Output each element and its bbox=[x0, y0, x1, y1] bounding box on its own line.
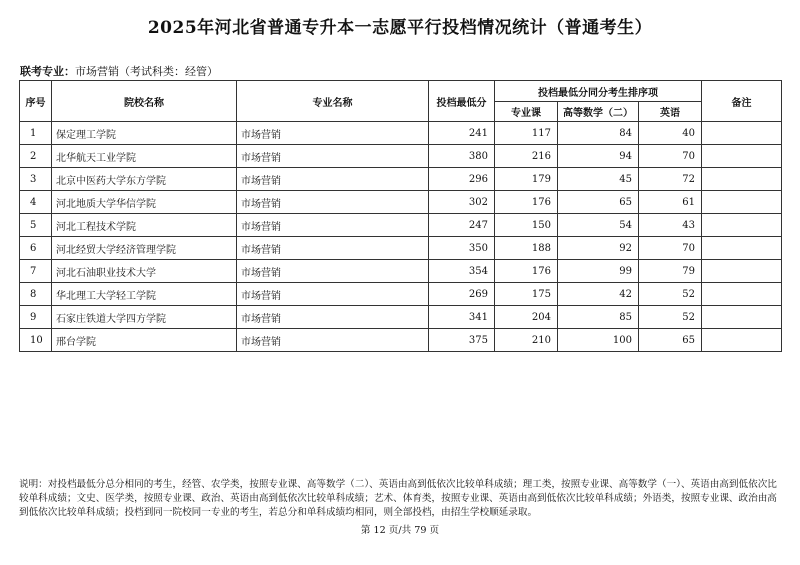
cell-major-course: 179 bbox=[495, 168, 558, 191]
cell-major-course: 117 bbox=[495, 122, 558, 145]
cell-math: 100 bbox=[558, 329, 639, 352]
cell-english: 43 bbox=[639, 214, 702, 237]
table-row bbox=[20, 145, 782, 168]
cell-min-score: 350 bbox=[429, 237, 495, 260]
cell-remark bbox=[702, 168, 782, 191]
table-row bbox=[20, 168, 782, 191]
cell-seq: 4 bbox=[20, 191, 52, 214]
cell-major-course: 210 bbox=[495, 329, 558, 352]
cell-english: 70 bbox=[639, 145, 702, 168]
cell-major-course: 188 bbox=[495, 237, 558, 260]
cell-min-score: 375 bbox=[429, 329, 495, 352]
cell-english: 70 bbox=[639, 237, 702, 260]
cell-english: 52 bbox=[639, 306, 702, 329]
cell-english: 79 bbox=[639, 260, 702, 283]
cell-school: 华北理工大学轻工学院 bbox=[52, 283, 237, 306]
cell-school: 北京中医药大学东方学院 bbox=[52, 168, 237, 191]
cell-seq: 3 bbox=[20, 168, 52, 191]
cell-remark bbox=[702, 260, 782, 283]
header-min-score: 投档最低分 bbox=[429, 81, 495, 122]
header-math: 高等数学（二） bbox=[558, 102, 639, 122]
cell-min-score: 354 bbox=[429, 260, 495, 283]
cell-remark bbox=[702, 329, 782, 352]
cell-major: 市场营销 bbox=[237, 329, 429, 352]
cell-english: 61 bbox=[639, 191, 702, 214]
cell-school: 河北工程技术学院 bbox=[52, 214, 237, 237]
page-number: 第 12 页/共 79 页 bbox=[360, 525, 440, 536]
table-body bbox=[20, 122, 782, 352]
cell-major: 市场营销 bbox=[237, 237, 429, 260]
major-subtitle bbox=[20, 63, 218, 79]
table-row bbox=[20, 191, 782, 214]
header-major-course: 专业课 bbox=[495, 102, 558, 122]
header-remark: 备注 bbox=[702, 81, 782, 122]
cell-remark bbox=[702, 191, 782, 214]
cell-major-course: 216 bbox=[495, 145, 558, 168]
table-row bbox=[20, 260, 782, 283]
cell-seq: 9 bbox=[20, 306, 52, 329]
cell-school: 北华航天工业学院 bbox=[52, 145, 237, 168]
cell-remark bbox=[702, 306, 782, 329]
cell-min-score: 247 bbox=[429, 214, 495, 237]
cell-min-score: 302 bbox=[429, 191, 495, 214]
cell-math: 99 bbox=[558, 260, 639, 283]
cell-school: 河北地质大学华信学院 bbox=[52, 191, 237, 214]
cell-major: 市场营销 bbox=[237, 191, 429, 214]
table-row bbox=[20, 329, 782, 352]
cell-major: 市场营销 bbox=[237, 306, 429, 329]
cell-seq: 10 bbox=[20, 329, 52, 352]
cell-major-course: 204 bbox=[495, 306, 558, 329]
cell-math: 94 bbox=[558, 145, 639, 168]
cell-math: 54 bbox=[558, 214, 639, 237]
cell-seq: 8 bbox=[20, 283, 52, 306]
major-label: 联考专业： bbox=[20, 65, 75, 78]
cell-english: 40 bbox=[639, 122, 702, 145]
cell-remark bbox=[702, 122, 782, 145]
cell-remark bbox=[702, 214, 782, 237]
table-row bbox=[20, 283, 782, 306]
cell-major: 市场营销 bbox=[237, 214, 429, 237]
table-row bbox=[20, 237, 782, 260]
cell-math: 84 bbox=[558, 122, 639, 145]
cell-major-course: 176 bbox=[495, 191, 558, 214]
cell-min-score: 341 bbox=[429, 306, 495, 329]
cell-english: 52 bbox=[639, 283, 702, 306]
table-row bbox=[20, 214, 782, 237]
cell-math: 92 bbox=[558, 237, 639, 260]
cell-seq: 2 bbox=[20, 145, 52, 168]
header-seq: 序号 bbox=[20, 81, 52, 122]
cell-major: 市场营销 bbox=[237, 283, 429, 306]
cell-school: 石家庄铁道大学四方学院 bbox=[52, 306, 237, 329]
cell-school: 河北石油职业技术大学 bbox=[52, 260, 237, 283]
cell-seq: 6 bbox=[20, 237, 52, 260]
cell-math: 45 bbox=[558, 168, 639, 191]
cell-seq: 1 bbox=[20, 122, 52, 145]
cell-major: 市场营销 bbox=[237, 145, 429, 168]
cell-remark bbox=[702, 145, 782, 168]
admission-table bbox=[19, 80, 782, 352]
cell-seq: 7 bbox=[20, 260, 52, 283]
header-school: 院校名称 bbox=[52, 81, 237, 122]
cell-min-score: 269 bbox=[429, 283, 495, 306]
cell-seq: 5 bbox=[20, 214, 52, 237]
header-rank-group: 投档最低分同分考生排序项 bbox=[495, 81, 702, 102]
cell-major-course: 175 bbox=[495, 283, 558, 306]
cell-major-course: 150 bbox=[495, 214, 558, 237]
cell-school: 保定理工学院 bbox=[52, 122, 237, 145]
cell-major: 市场营销 bbox=[237, 260, 429, 283]
cell-school: 邢台学院 bbox=[52, 329, 237, 352]
explanation-note: 说明：对投档最低分总分相同的考生，经管、农学类，按照专业课、高等数学（二）、英语由高到低依次比较单科成绩；理工类，按照专业课、高等数学（一）、英语由高到低依次比较单科成绩；文史、医学类，按照专业课、政治、英语由高到低依次比较单科成绩；艺术、体育类，按照专业课、英语由高到低依次比较单科成绩；外语类，按照专业课、政治由高到低依次比较单科成绩；投档到同一院校同一专业的考生，若总分和单科成绩均相同，则全部投档，由招生学校顺延录取。 bbox=[19, 479, 777, 518]
cell-major: 市场营销 bbox=[237, 122, 429, 145]
cell-major: 市场营销 bbox=[237, 168, 429, 191]
table-row bbox=[20, 306, 782, 329]
cell-math: 42 bbox=[558, 283, 639, 306]
cell-remark bbox=[702, 237, 782, 260]
major-value: 市场营销（考试科类：经管） bbox=[75, 65, 218, 78]
cell-math: 85 bbox=[558, 306, 639, 329]
cell-remark bbox=[702, 283, 782, 306]
cell-min-score: 241 bbox=[429, 122, 495, 145]
cell-major-course: 176 bbox=[495, 260, 558, 283]
cell-math: 65 bbox=[558, 191, 639, 214]
cell-english: 72 bbox=[639, 168, 702, 191]
cell-school: 河北经贸大学经济管理学院 bbox=[52, 237, 237, 260]
cell-english: 65 bbox=[639, 329, 702, 352]
header-english: 英语 bbox=[639, 102, 702, 122]
cell-min-score: 380 bbox=[429, 145, 495, 168]
cell-min-score: 296 bbox=[429, 168, 495, 191]
page-title: 2025年河北省普通专升本一志愿平行投档情况统计（普通考生） bbox=[147, 18, 653, 38]
table-row bbox=[20, 122, 782, 145]
header-major: 专业名称 bbox=[237, 81, 429, 122]
